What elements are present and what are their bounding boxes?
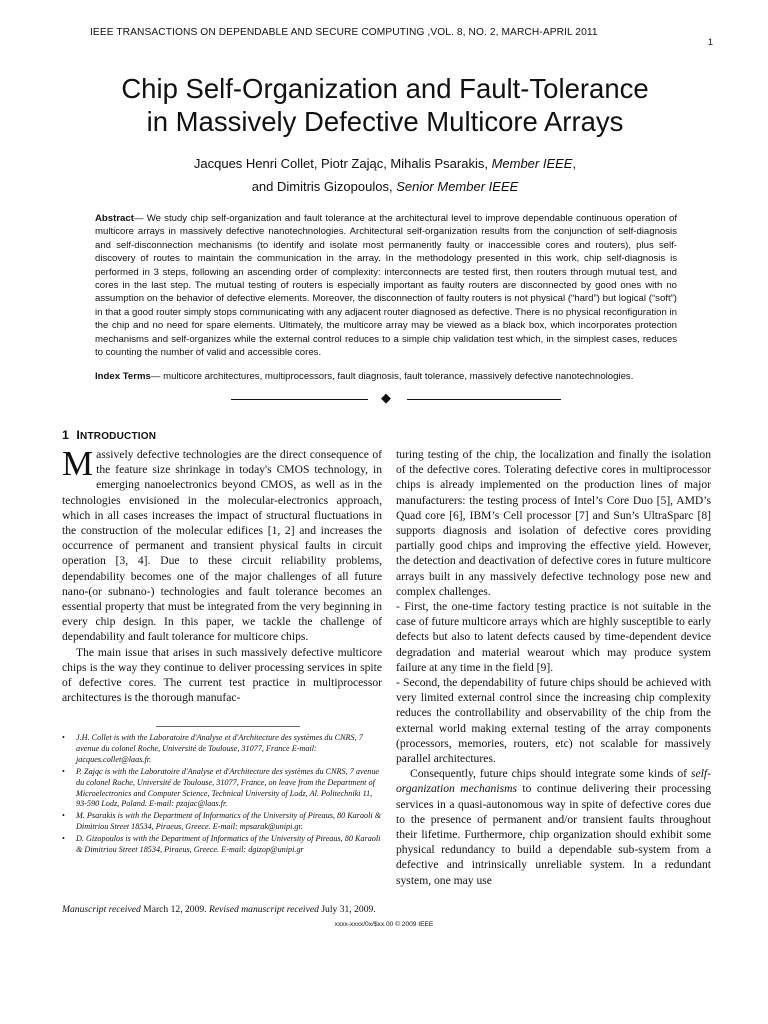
left-column	[62, 444, 382, 705]
footnotes	[62, 733, 384, 857]
revised-date: July 31, 2009.	[318, 904, 376, 915]
footnote-rule	[156, 726, 300, 727]
intro-paragraph-1-text: assively defective technologies are the direct consequence of the feature size shrinkage in today's CMOS technology, in emerging nanoelectronics beyond CMOS, as well as in the technologies envisioned in the molecular-electronics approach, which in all cases increases the impact of structural fluctuations in the construction of the molecular edifices [1, 2] and increases the occurrence of permanent and transient physical faults in circuit operation [3, 4]. Due to these circuit reliability problems, dependability becomes one of the major challenges of all future nano-(or subnano-) technologies and fault tolerance becomes an essential property that must be integrated from the very beginning in every chip design. In this paper, we tackle the challenge of dependability and fault tolerance for multicore chips.	[62, 448, 382, 644]
footnote-text: M. Psarakis is with the Department of Informatics of the University of Pireaus, 80 Karaoli & Dimitriou Street 18534, Piraeus, Greece. E-mail: mpsarak@unipi.gr.	[76, 811, 382, 832]
index-terms	[95, 370, 695, 383]
section-title-rest: NTRODUCTION	[80, 431, 157, 442]
section-number: 1	[62, 428, 70, 442]
abstract	[95, 212, 677, 359]
paper-title	[40, 72, 730, 138]
footnote-bullet: •	[62, 766, 65, 776]
separator-diamond-icon: ◆	[381, 390, 391, 405]
footnote-bullet: •	[62, 733, 65, 742]
index-terms-label: Index Terms	[95, 371, 151, 382]
footnote-collet	[62, 733, 384, 766]
received-label: Manuscript received	[62, 904, 141, 915]
emphasis-self-organization: self-organization mechanisms	[396, 767, 711, 796]
footnote-bullet: •	[62, 811, 65, 821]
footnote-text: D. Gizopoulos is with the Department of Informatics of the University of Pireaus, 80 Karaoli & Dimitriou Street 18534, Piraeus, Greece. E-mail: dgizop@unipi.gr	[76, 834, 381, 855]
intro-paragraph-2: The main issue that arises in such massively defective multicore chips is the way they continue to deliver processing services in spite of defective cores. The current test practice in multiprocessor architectures is the thorough manufac-	[62, 645, 382, 705]
author-role-member: Member IEEE	[491, 156, 573, 171]
authors-line-2: and Dimitris Gizopoulos,	[251, 179, 397, 194]
footnote-bullet: •	[62, 834, 65, 844]
section-title-initial: I	[76, 428, 81, 442]
page-number: 1	[708, 37, 714, 47]
footnote-gizopoulos	[62, 834, 384, 856]
right-paragraph-4-start: Consequently, future chips should integrate some kinds of	[410, 767, 692, 781]
right-paragraph-1: turing testing of the chip, the localization and finally the isolation of the defective cores. Tolerating defective cores in multiprocessor chips is already implemented on the production lines of major manufacturers: the testing process of Intel’s Core Duo [5], AMD’s Quad core [6], IBM’s Cell processor [7] and Sun’s UltraSparc [8] supports diagnosis and isolation of defective cores providing partially good chips and improving the effective yield. However, the detection and deactivation of defective cores in future multicore arrays built in any massively defective technology pose new and complex challenges.	[396, 448, 711, 598]
section-heading-introduction	[62, 428, 156, 442]
right-paragraph-4-rest: to continue delivering their processing services in a quasi-autonomous way in spite of defective cores due to the presence of permanent and/or transient faults throughout their lifetime. Furthermore, chip organization should exhibit some physical redundancy to build a dependable sub-system from a defective and intrinsically unreliable system. In a redundant system, one may use	[396, 782, 712, 887]
authors-line-1-end: ,	[572, 156, 577, 171]
right-paragraph-3: - Second, the dependability of future chips should be achieved with very limited external control since the increasing chip complexity reduces the controllability and observability of the chip from the external world making external testing of the array components (processors, memories, routers, etc) not scalable for massively parallel architectures.	[396, 676, 711, 766]
revised-label: Revised manuscript received	[208, 904, 319, 915]
author-list	[40, 152, 730, 198]
authors-line-1: Jacques Henri Collet, Piotr Zając, Mihalis Psarakis,	[193, 156, 492, 171]
separator-rule-left	[231, 399, 368, 400]
footnote-psarakis	[62, 811, 384, 833]
running-header: IEEE TRANSACTIONS ON DEPENDABLE AND SECURE COMPUTING ,VOL. 8, NO. 2, MARCH-APRIL 2011	[90, 27, 598, 38]
copyright-line: xxxx-xxxx/0x/$xx.00 © 2009 IEEE	[334, 921, 434, 928]
footnote-text: P. Zając is with the Laboratoire d'Analyse et d'Architecture des systèmes du CNRS, 7 avenue du colonel Roche, Université de Toulouse, 31077, France, on leave from the Department of Microelectronics and Computer Science, Technical University of Lodz, Al. Politechniki 11, 93-590 Lodz, Poland. E-mail: pzajac@laas.fr.	[76, 766, 380, 809]
received-date: March 12, 2009.	[140, 904, 209, 915]
index-terms-text: — multicore architectures, multiprocessors, fault diagnosis, fault tolerance, massively defective nanotechnologies.	[150, 371, 634, 382]
author-role-senior-member: Senior Member IEEE	[396, 179, 519, 194]
separator-rule-right	[407, 399, 561, 400]
footnote-text: J.H. Collet is with the Laboratoire d'Analyse et d'Architecture des systèmes du CNRS, 7 avenue du colonel Roche, Université de Toulouse, 31077, France E-mail: jacques.collet@laas.fr.	[76, 733, 363, 764]
drop-cap: M	[62, 444, 94, 483]
right-paragraph-2: - First, the one-time factory testing practice is not suitable in the case of future multicore arrays which are highly susceptible to early defects but also to latent defects caused by time-dependent device degradation and material wearout which may produce system failure at any time in the field [9].	[396, 600, 711, 674]
abstract-label: Abstract	[95, 213, 134, 224]
title-line-2: in Massively Defective Multicore Arrays	[146, 106, 624, 137]
title-line-1: Chip Self-Organization and Fault-Tolerance	[121, 73, 649, 104]
abstract-text: — We study chip self-organization and fault tolerance at the architectural level to improve dependable continuous operation of multicore arrays in massively defective nanotechnologies. Architectural self-organization results from the conjunction of self-diagnosis and self-disconnection mechanisms (to identify and isolate most permanently faulty or inaccessible cores and routers), plus self-discovery of routes to maintain the communication in the array. In the methodology presented in this work, chip self-diagnosis is performed in 3 steps, following an ascending order of complexity: interconnects are tested first, then routers through mutual test, and cores in the last step. The mutual testing of routers is especially important as faulty routers are disconnected by good ones with no assumption on the behavior of defective elements. Moreover, the disconnection of faulty routers is not physical (“hard”) but logical (“soft”) in that a good router simply stops communicating with any adjacent router diagnosed as defective. There is no physical reconfiguration in the chip and no need for spare elements. Ultimately, the multicore array may be viewed as a black box, which incorporates protection mechanisms and self-organizes while the external control reduces to a simple chip validation test which, in the simplest cases, reduces to counting the number of valid and accessible cores.	[95, 213, 677, 359]
right-paragraph-4	[396, 766, 711, 888]
right-column	[396, 447, 711, 888]
footnote-zajac	[62, 767, 384, 811]
intro-paragraph-1	[62, 444, 382, 645]
manuscript-dates	[62, 904, 376, 915]
